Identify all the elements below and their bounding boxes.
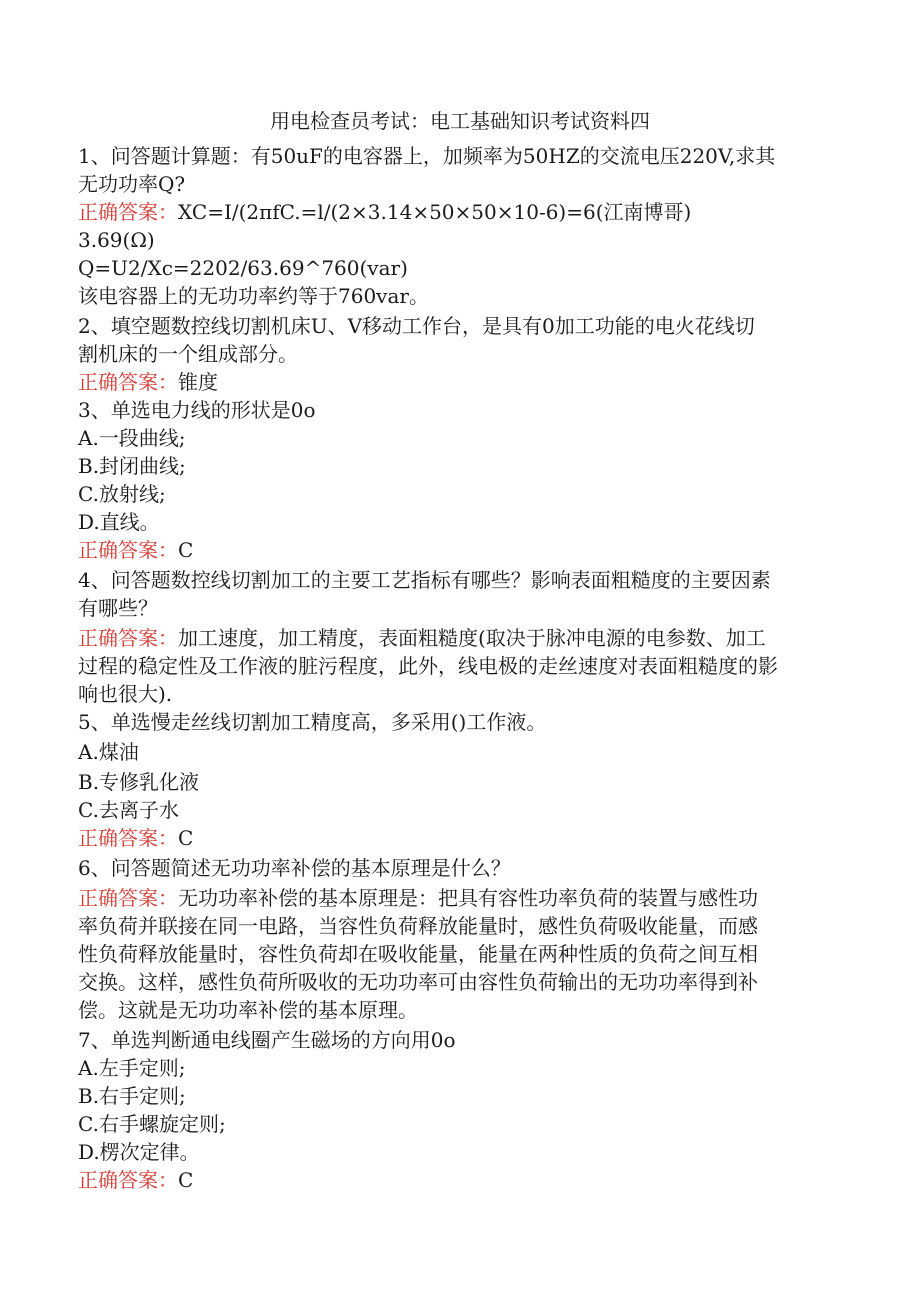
q7-option-b: B.右手定则; <box>78 1084 186 1108</box>
q6-text: 6、问答题简述无功功率补偿的基本原理是什么？ <box>78 856 511 880</box>
answer-label: 正确答案： <box>78 626 178 650</box>
q6-answer-cont: 性负荷释放能量时，容性负荷却在吸收能量，能量在两种性质的负荷之间互相 <box>78 942 758 966</box>
answer-text: C <box>178 1168 194 1192</box>
answer-text: C <box>178 826 194 850</box>
q2-answer <box>78 368 218 396</box>
q1-answer-cont: 3.69(Ω) <box>78 228 155 252</box>
q1-answer <box>78 198 691 226</box>
answer-label: 正确答案： <box>78 826 178 850</box>
answer-text: C <box>178 538 194 562</box>
q3-option-b: B.封闭曲线; <box>78 454 186 478</box>
answer-label: 正确答案： <box>78 886 178 910</box>
q4-text: 4、问答题数控线切割加工的主要工艺指标有哪些？影响表面粗糙度的主要因素 <box>78 568 771 592</box>
q3-answer <box>78 536 193 564</box>
q6-answer-cont: 偿。这就是无功功率补偿的基本原理。 <box>78 998 418 1022</box>
answer-text: 加工速度，加工精度，表面粗糙度(取决于脉冲电源的电参数、加工 <box>178 626 766 650</box>
q2-text-cont: 割机床的一个组成部分。 <box>78 342 298 366</box>
q4-text-cont: 有哪些？ <box>78 596 158 620</box>
answer-text: XC=I/(2πfC.=l/(2×3.14×50×50×10-6)=6(江南博哥) <box>178 200 692 224</box>
q7-answer <box>78 1166 193 1194</box>
document-title: 用电检查员考试：电工基础知识考试资料四 <box>270 109 650 133</box>
q3-option-a: A.一段曲线; <box>78 426 186 450</box>
q4-answer <box>78 624 766 652</box>
q6-answer-cont: 率负荷并联接在同一电路，当容性负荷释放能量时，感性负荷吸收能量，而感 <box>78 914 758 938</box>
q5-text: 5、单选慢走丝线切割加工精度高，多采用()工作液。 <box>78 710 547 734</box>
q6-answer <box>78 884 758 912</box>
answer-text: 锥度 <box>178 370 218 394</box>
q2-text: 2、填空题数控线切割机床U、V移动工作台，是具有0加工功能的电火花线切 <box>78 314 755 338</box>
q3-option-d: D.直线。 <box>78 510 160 534</box>
q4-answer-cont: 响也很大). <box>78 682 173 706</box>
answer-text: 无功功率补偿的基本原理是：把具有容性功率负荷的装置与感性功 <box>178 886 758 910</box>
q7-option-d: D.楞次定律。 <box>78 1140 200 1164</box>
q6-answer-cont: 交换。这样，感性负荷所吸收的无功功率可由容性负荷输出的无功功率得到补 <box>78 970 758 994</box>
q7-option-c: C.右手螺旋定则; <box>78 1112 226 1136</box>
answer-label: 正确答案： <box>78 200 178 224</box>
q5-option-a: A.煤油 <box>78 740 139 764</box>
q5-answer <box>78 824 193 852</box>
q5-option-b: B.专修乳化液 <box>78 770 200 794</box>
q1-answer-cont: 该电容器上的无功功率约等于760var。 <box>78 284 429 308</box>
q1-text-cont: 无功功率Q? <box>78 172 186 196</box>
q3-option-c: C.放射线; <box>78 482 166 506</box>
q7-option-a: A.左手定则; <box>78 1056 186 1080</box>
q7-text: 7、单选判断通电线圈产生磁场的方向用0o <box>78 1028 456 1052</box>
q1-text: 1、问答题计算题：有50uF的电容器上，加频率为50HZ的交流电压220V,求其 <box>78 144 776 168</box>
q1-answer-cont: Q=U2/Xc=2202/63.69^760(var) <box>78 256 408 280</box>
q3-text: 3、单选电力线的形状是0o <box>78 398 316 422</box>
answer-label: 正确答案： <box>78 370 178 394</box>
answer-label: 正确答案： <box>78 538 178 562</box>
q5-option-c: C.去离子水 <box>78 798 179 822</box>
q4-answer-cont: 过程的稳定性及工作液的脏污程度，此外，线电极的走丝速度对表面粗糙度的影 <box>78 654 778 678</box>
answer-label: 正确答案： <box>78 1168 178 1192</box>
